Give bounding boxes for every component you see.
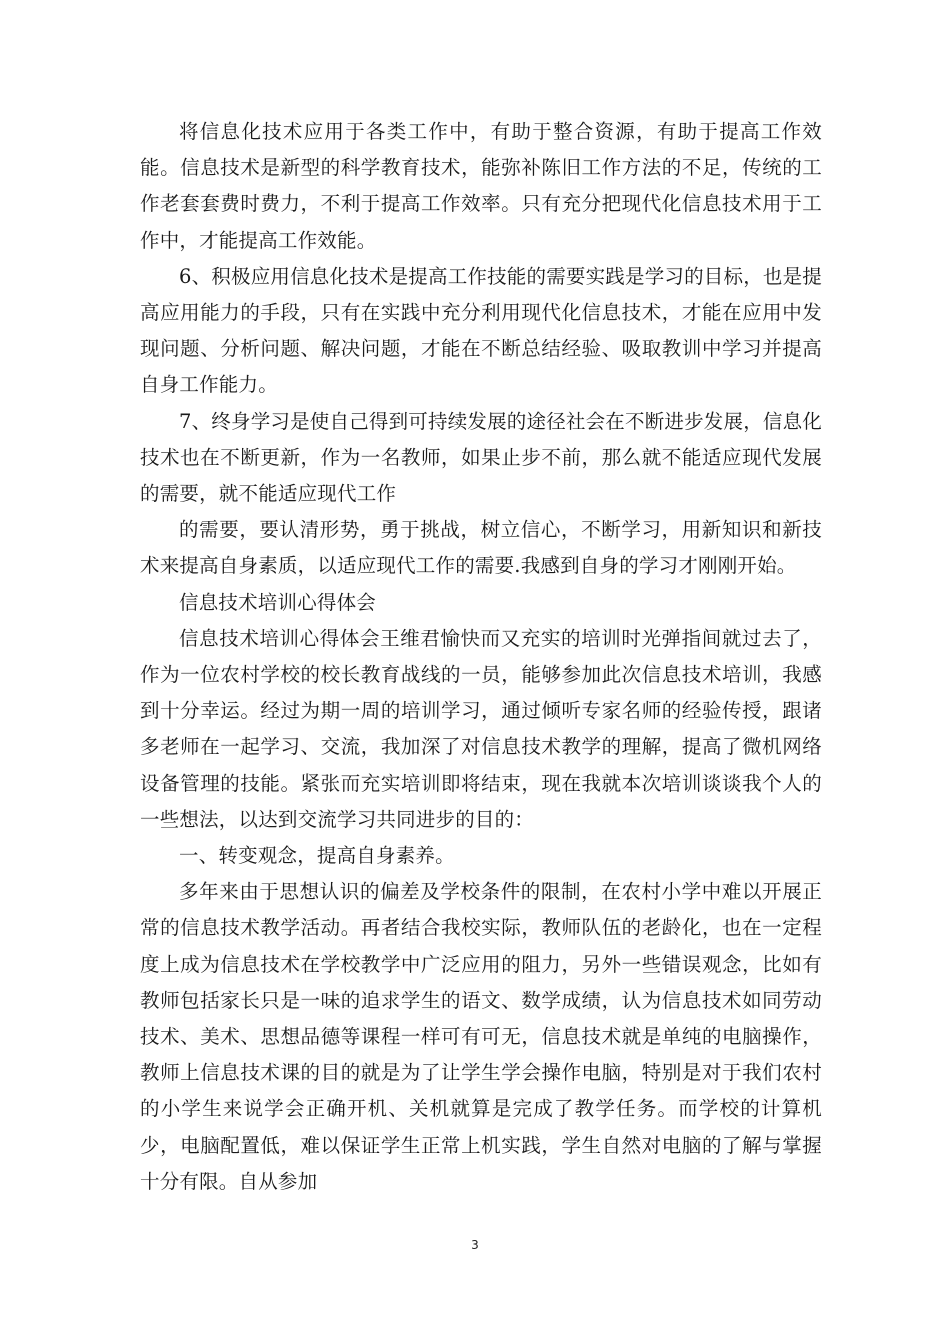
paragraph-continuation: 的需要，要认清形势，勇于挑战，树立信心，不断学习，用新知识和新技术来提高自身素质，以适应现代工作的需要.我感到自身的学习才刚刚开始。 <box>140 518 822 578</box>
paragraph-background: 多年来由于思想认识的偏差及学校条件的限制，在农村小学中难以开展正常的信息技术教学活动。再者结合我校实际，教师队伍的老龄化，也在一定程度上成为信息技术在学校教学中广泛应用的阻力，另外一些错误观念，比如有教师包括家长只是一味的追求学生的语文、数学成绩，认为信息技术如同劳动技术、美术、思想品德等课程一样可有可无，信息技术就是单纯的电脑操作，教师上信息技术课的目的就是为了让学生学会操作电脑，特别是对于我们农村的小学生来说学会正确开机、关机就算是完成了教学任务。而学校的计算机少，电脑配置低，难以保证学生正常上机实践，学生自然对电脑的了解与掌握十分有限。自从参加 <box>140 880 822 1193</box>
paragraph-intro: 信息技术培训心得体会王维君愉快而又充实的培训时光弹指间就过去了，作为一位农村学校的校长教育战线的一员，能够参加此次信息技术培训，我感到十分幸运。经过为期一周的培训学习，通过倾听专家名师的经验传授，跟诸多老师在一起学习、交流，我加深了对信息技术教学的理解，提高了微机网络设备管理的技能。紧张而充实培训即将结束，现在我就本次培训谈谈我个人的一些想法，以达到交流学习共同进步的目的： <box>140 626 822 831</box>
paragraph-efficiency: 将信息化技术应用于各类工作中，有助于整合资源，有助于提高工作效能。信息技术是新型的科学教育技术，能弥补陈旧工作方法的不足，传统的工作老套套费时费力，不利于提高工作效率。只有充分把现代化信息技术用于工作中，才能提高工作效能。 <box>140 120 822 252</box>
section-title: 信息技术培训心得体会 <box>179 590 377 614</box>
section-heading-one: 一、转变观念，提高自身素养。 <box>179 844 455 868</box>
page-number: 3 <box>471 1238 479 1252</box>
document-body <box>140 114 822 1200</box>
paragraph-point-7: 7、终身学习是使自己得到可持续发展的途径社会在不断进步发展，信息化技术也在不断更新，作为一名教师，如果止步不前，那么就不能适应现代发展的需要，就不能适应现代工作 <box>140 409 823 506</box>
paragraph-point-6: 6、积极应用信息化技术是提高工作技能的需要实践是学习的目标，也是提高应用能力的手段，只有在实践中充分利用现代化信息技术，才能在应用中发现问题、分析问题、解决问题，才能在不断总结经验、吸取教训中学习并提高自身工作能力。 <box>140 264 823 397</box>
